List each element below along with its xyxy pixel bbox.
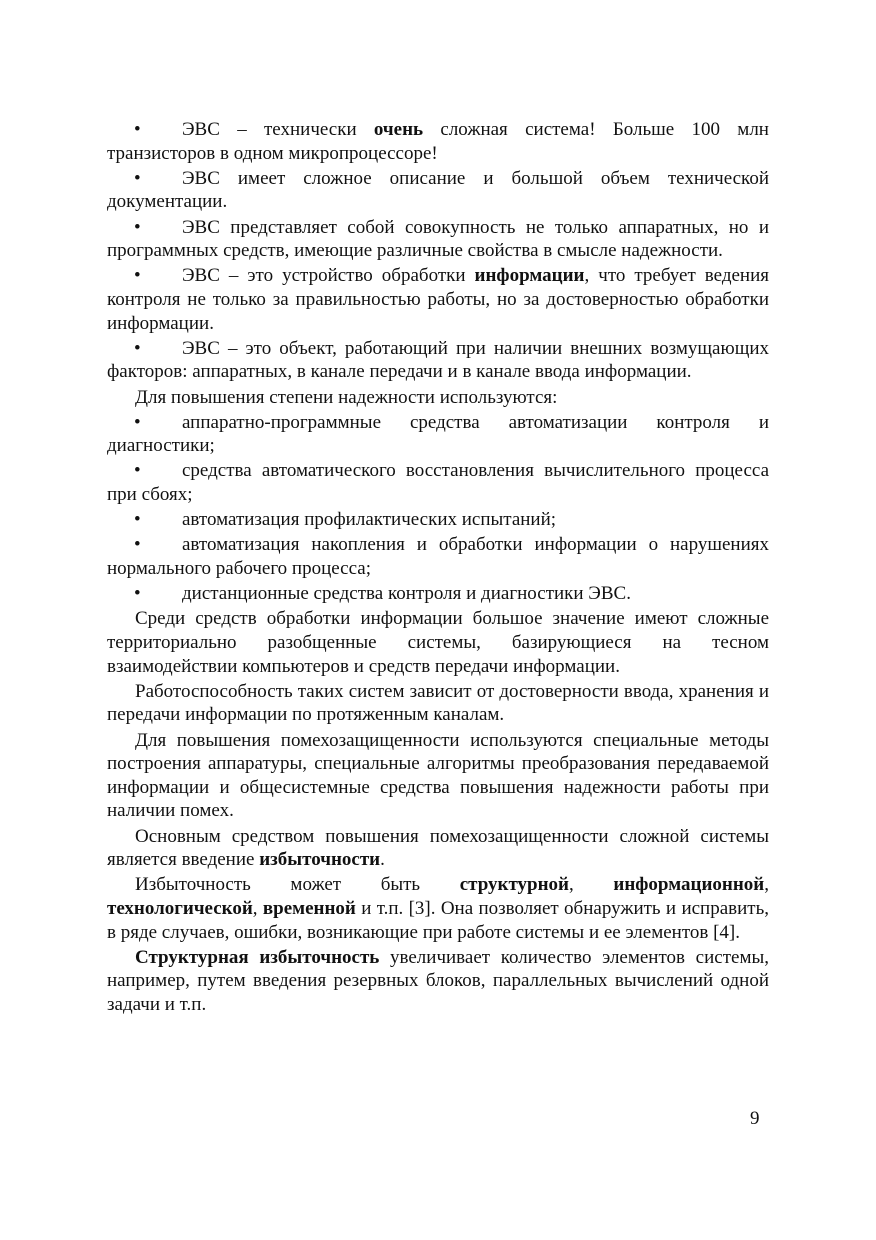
bullet-icon: •	[134, 167, 141, 189]
bullet-text: ЭВС – технически очень сложная система! Больше 100 млн транзисторов в одном микропроцессоре!	[107, 119, 769, 164]
bullet-text: ЭВС представляет собой совокупность не только аппаратных, но и программных средств, имеющие различные свойства в смысле надежности.	[107, 216, 769, 262]
bold-term: информационной	[613, 874, 765, 896]
bold-term: временной	[262, 897, 356, 919]
bold-term: избыточности	[259, 849, 381, 871]
bold-term: очень	[373, 119, 424, 140]
paragraph: Основным средством повышения помехозащищенности сложной системы является введение избыточности.	[107, 825, 769, 871]
bullet-item	[107, 459, 769, 506]
bullet-text: ЭВС имеет сложное описание и большой объем технической документации.	[107, 167, 769, 213]
bullet-text: ЭВС – это объект, работающий при наличии внешних возмущающих факторов: аппаратных, в канале передачи и в канале ввода информации.	[107, 337, 769, 383]
bullet-item	[107, 167, 769, 214]
bullet-item	[107, 118, 769, 165]
bullet-item	[107, 582, 769, 606]
paragraph: Для повышения помехозащищенности используются специальные методы построения аппаратуры, специальные алгоритмы преобразования передаваемой информации и общесистемные средства повышения надежности работы при наличии помех.	[107, 729, 769, 822]
page-body	[107, 118, 769, 1018]
bold-term: структурной	[459, 874, 570, 896]
page-number: 9	[750, 1108, 760, 1129]
bullet-icon: •	[134, 583, 141, 605]
bullet-item	[107, 411, 769, 458]
bullet-text: дистанционные средства контроля и диагностики ЭВС.	[182, 583, 631, 605]
bold-term: информации	[474, 265, 585, 287]
bullet-icon: •	[134, 460, 141, 482]
bullet-text: автоматизация накопления и обработки информации о нарушениях нормального рабочего процесса;	[107, 534, 769, 580]
bullet-item	[107, 216, 769, 263]
paragraph: Работоспособность таких систем зависит от достоверности ввода, хранения и передачи информации по протяженным каналам.	[107, 680, 769, 726]
bullet-item	[107, 508, 769, 532]
bullet-icon: •	[134, 411, 141, 433]
bullet-icon: •	[134, 216, 141, 238]
bullet-item	[107, 264, 769, 335]
bullet-text: автоматизация профилактических испытаний;	[182, 509, 557, 531]
paragraph: Среди средств обработки информации большое значение имеют сложные территориально разобщенные системы, базирующиеся на тесном взаимодействии компьютеров и средств передачи информации.	[107, 608, 769, 677]
bullet-text: аппаратно-программные средства автоматизации контроля и диагностики;	[107, 411, 769, 457]
bullet-text: ЭВС – это устройство обработки информации, что требует ведения контроля не только за правильностью работы, но за достоверностью обработки информации.	[107, 265, 769, 334]
bold-term: Структурная избыточность	[135, 946, 380, 968]
bullet-list-means	[107, 411, 769, 606]
bullet-icon: •	[134, 509, 141, 531]
means-intro: Для повышения степени надежности используются:	[135, 386, 558, 408]
bullet-icon: •	[134, 534, 141, 556]
bullet-icon: •	[134, 265, 141, 287]
bullet-item	[107, 533, 769, 580]
bullet-item	[107, 337, 769, 384]
bullet-icon: •	[134, 119, 141, 140]
paragraph: Структурная избыточность увеличивает количество элементов системы, например, путем введения резервных блоков, параллельных вычислений одной задачи и т.п.	[107, 946, 769, 1015]
bold-term: технологической	[107, 897, 253, 919]
paragraph: Избыточность может быть структурной, информационной, технологической, временной и т.п. [3]. Она позволяет обнаружить и исправить, в ряде случаев, ошибки, возникающие при работе системы и ее элементов [4].	[107, 874, 769, 943]
bullet-text: средства автоматического восстановления вычислительного процесса при сбоях;	[107, 460, 769, 506]
bullet-list-reliability	[107, 118, 769, 384]
bullet-icon: •	[134, 337, 141, 359]
